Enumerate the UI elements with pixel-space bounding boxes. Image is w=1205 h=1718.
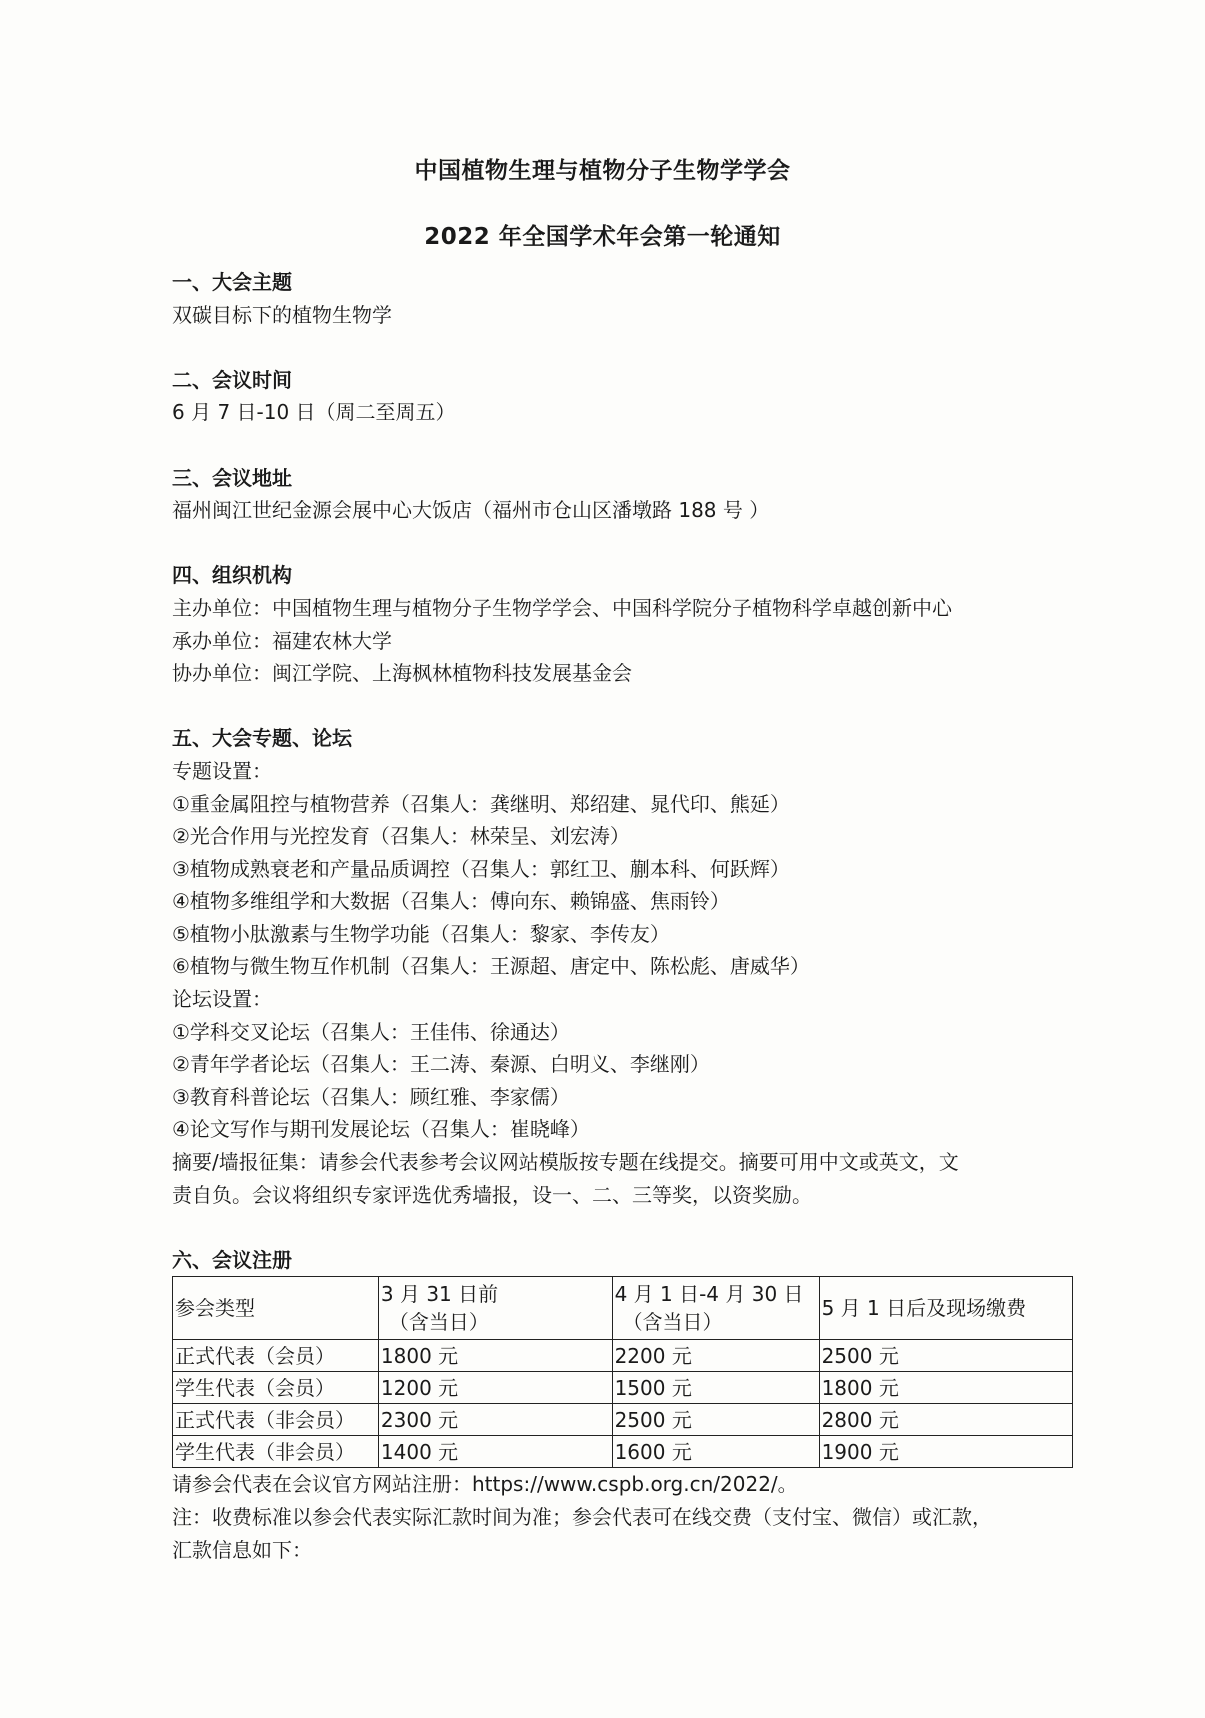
- payment-note-line: 注：收费标准以参会代表实际汇款时间为准；参会代表可在线交费（支付宝、微信）或汇款，: [172, 1505, 992, 1529]
- abstract-call-line: 责自负。会议将组织专家评选优秀墙报，设一、二、三等奖，以资奖励。: [172, 1182, 812, 1207]
- header-period-1-note: （含当日）: [388, 1310, 489, 1335]
- cell-fee: 1900 元: [819, 1436, 1072, 1468]
- section-registration-heading: 六、会议注册: [172, 1247, 292, 1272]
- topic-item: ①重金属阻控与植物营养（召集人：龚继明、郑绍建、晁代印、熊延）: [172, 791, 790, 816]
- host-units: 主办单位：中国植物生理与植物分子生物学学会、中国科学院分子植物科学卓越创新中心: [172, 595, 952, 620]
- doc-title-organization: 中国植物生理与植物分子生物学学会: [414, 158, 791, 184]
- table-header-row: [173, 1277, 1073, 1340]
- section-topics-heading: 五、大会专题、论坛: [172, 726, 352, 751]
- cell-fee: 2500 元: [612, 1404, 819, 1436]
- table-row: [173, 1372, 1073, 1404]
- cell-type: 学生代表（非会员）: [173, 1436, 379, 1468]
- section-theme-heading: 一、大会主题: [172, 270, 292, 294]
- cell-fee: 1600 元: [612, 1436, 819, 1468]
- table-row: [173, 1404, 1073, 1436]
- cell-type: 正式代表（会员）: [173, 1340, 379, 1372]
- section-venue-heading: 三、会议地址: [172, 465, 292, 490]
- topic-item: ②光合作用与光控发育（召集人：林荣呈、刘宏涛）: [172, 824, 630, 849]
- topic-item: ⑤植物小肽激素与生物学功能（召集人：黎家、李传友）: [172, 921, 670, 946]
- cell-fee: 1400 元: [378, 1436, 612, 1468]
- forum-item: ③教育科普论坛（召集人：顾红雅、李家儒）: [172, 1084, 570, 1109]
- header-cell-period-3: 5 月 1 日后及现场缴费: [819, 1277, 1072, 1340]
- cell-fee: 2500 元: [819, 1340, 1072, 1372]
- cell-fee: 1200 元: [378, 1372, 612, 1404]
- header-cell-type: 参会类型: [173, 1277, 379, 1340]
- cell-type: 正式代表（非会员）: [173, 1404, 379, 1436]
- co-organizer-units: 协办单位：闽江学院、上海枫林植物科技发展基金会: [172, 661, 632, 686]
- section-theme-text: 双碳目标下的植物生物学: [172, 302, 392, 327]
- abstract-call-line: 摘要/墙报征集：请参会代表参考会议网站模版按专题在线提交。摘要可用中文或英文，文: [172, 1150, 959, 1175]
- registration-website-note: 请参会代表在会议官方网站注册：https://www.cspb.org.cn/2022/。: [172, 1472, 798, 1497]
- payment-note-line: 汇款信息如下：: [172, 1537, 312, 1562]
- doc-title-notice: 2022 年全国学术年会第一轮通知: [424, 224, 781, 250]
- topic-item: ③植物成熟衰老和产量品质调控（召集人：郭红卫、蒯本科、何跃辉）: [172, 856, 790, 881]
- section-time-text: 6 月 7 日-10 日（周二至周五）: [172, 400, 456, 425]
- table-row: [173, 1340, 1073, 1372]
- registration-fee-table: [172, 1276, 1073, 1468]
- organizer-unit: 承办单位：福建农林大学: [172, 628, 392, 653]
- section-organization-heading: 四、组织机构: [172, 563, 292, 588]
- forums-label: 论坛设置：: [172, 987, 272, 1012]
- cell-fee: 2200 元: [612, 1340, 819, 1372]
- topic-item: ④植物多维组学和大数据（召集人：傅向东、赖锦盛、焦雨铃）: [172, 889, 730, 914]
- header-cell-period-2: [612, 1277, 819, 1340]
- cell-fee: 2800 元: [819, 1404, 1072, 1436]
- topics-label: 专题设置：: [172, 758, 272, 783]
- cell-type: 学生代表（会员）: [173, 1372, 379, 1404]
- section-time-heading: 二、会议时间: [172, 367, 292, 392]
- header-period-2-date: 4 月 1 日-4 月 30 日: [614, 1282, 804, 1307]
- header-cell-period-1: [378, 1277, 612, 1340]
- cell-fee: 1800 元: [378, 1340, 612, 1372]
- table-row: [173, 1436, 1073, 1468]
- forum-item: ①学科交叉论坛（召集人：王佳伟、徐通达）: [172, 1019, 570, 1044]
- forum-item: ④论文写作与期刊发展论坛（召集人：崔晓峰）: [172, 1117, 590, 1142]
- cell-fee: 1800 元: [819, 1372, 1072, 1404]
- cell-fee: 1500 元: [612, 1372, 819, 1404]
- section-venue-text: 福州闽江世纪金源会展中心大饭店（福州市仓山区潘墩路 188 号 ）: [172, 498, 770, 523]
- topic-item: ⑥植物与微生物互作机制（召集人：王源超、唐定中、陈松彪、唐威华）: [172, 954, 810, 979]
- header-period-1-date: 3 月 31 日前: [380, 1282, 499, 1307]
- cell-fee: 2300 元: [378, 1404, 612, 1436]
- forum-item: ②青年学者论坛（召集人：王二涛、秦源、白明义、李继刚）: [172, 1052, 710, 1077]
- document-body: [172, 266, 1072, 1566]
- header-period-2-note: （含当日）: [622, 1310, 723, 1335]
